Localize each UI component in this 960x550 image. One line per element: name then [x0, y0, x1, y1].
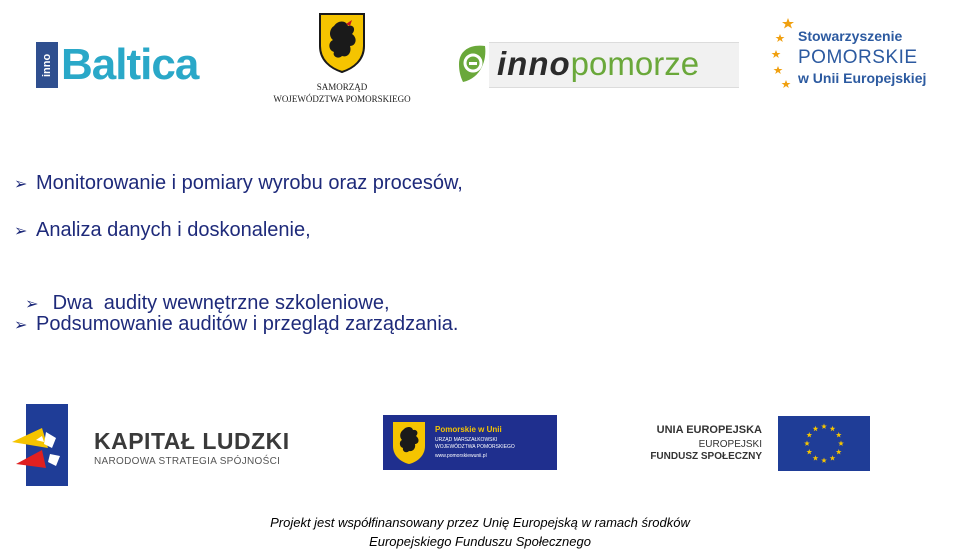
bullet-text: Analiza danych i doskonalenie, [36, 219, 311, 241]
innopomorze-wordmark [497, 42, 699, 86]
innopomorze-leaf-icon [455, 42, 491, 86]
samorzad-logo [262, 12, 422, 108]
arrowhead-bullet-icon: ➢ [14, 223, 28, 240]
samorzad-line1: SAMORZĄD [316, 82, 368, 92]
innopomorze-logo [455, 40, 741, 88]
pomorskie-w-unii-title: Pomorskie w Unii [435, 425, 502, 434]
griffin-crest-icon [391, 420, 427, 466]
kapital-ludzki-logo [12, 400, 312, 488]
innobaltica-wordmark: Baltica [61, 40, 199, 89]
stowarzyszenie-line2: POMORSKIE [798, 47, 918, 68]
pomorskie-w-unii-line3: WOJEWÓDZTWA POMORSKIEGO [435, 444, 515, 450]
stars-arc-icon [770, 14, 800, 98]
kapital-ludzki-mark-icon [12, 402, 84, 486]
stowarzyszenie-line3: w Unii Europejskiej [798, 70, 927, 86]
bullet-text: Podsumowanie auditów i przegląd zarządzania. [36, 313, 459, 335]
kapital-title: KAPITAŁ LUDZKI [94, 428, 290, 454]
arrowhead-bullet-icon: ➢ [25, 296, 39, 313]
arrowhead-bullet-icon: ➢ [14, 317, 28, 334]
stowarzyszenie-logo [770, 14, 955, 98]
innobaltica-logo [36, 40, 208, 90]
stowarzyszenie-line1: Stowarzyszenie [798, 28, 903, 44]
bullet-item [14, 217, 311, 243]
footer-line2: Europejskiego Funduszu Społecznego [369, 534, 591, 549]
innobaltica-vertical-text: inno [41, 53, 53, 77]
pomorskie-w-unii-url: www.pomorskiewunii.pl [435, 453, 487, 459]
bullet-text: Dwa audity wewnętrzne szkoleniowe, [47, 292, 390, 314]
innopomorze-inno: inno [497, 45, 571, 82]
footer-line1: Projekt jest współfinansowany przez Unię Europejską w ramach środków [270, 515, 690, 530]
kapital-subtitle: NARODOWA STRATEGIA SPÓJNOŚCI [94, 456, 281, 467]
eu-flag-icon [778, 416, 870, 471]
bullet-item [14, 170, 463, 196]
unia-europejska-logo [640, 416, 870, 471]
unia-line2: EUROPEJSKI [698, 439, 762, 450]
bullet-text: Monitorowanie i pomiary wyrobu oraz procesów, [36, 172, 463, 194]
griffin-crest-icon [316, 12, 368, 74]
pomorskie-w-unii-logo [383, 415, 557, 470]
unia-line3: FUNDUSZ SPOŁECZNY [650, 451, 762, 462]
bullet-item [14, 311, 458, 337]
pomorskie-w-unii-line2: URZĄD MARSZAŁKOWSKI [435, 437, 498, 443]
bullet-item [14, 264, 390, 314]
innopomorze-pomorze: pomorze [570, 45, 700, 82]
unia-line1: UNIA EUROPEJSKA [656, 424, 762, 436]
samorzad-line2: WOJEWÓDZTWA POMORSKIEGO [273, 94, 411, 104]
arrowhead-bullet-icon: ➢ [14, 176, 28, 193]
